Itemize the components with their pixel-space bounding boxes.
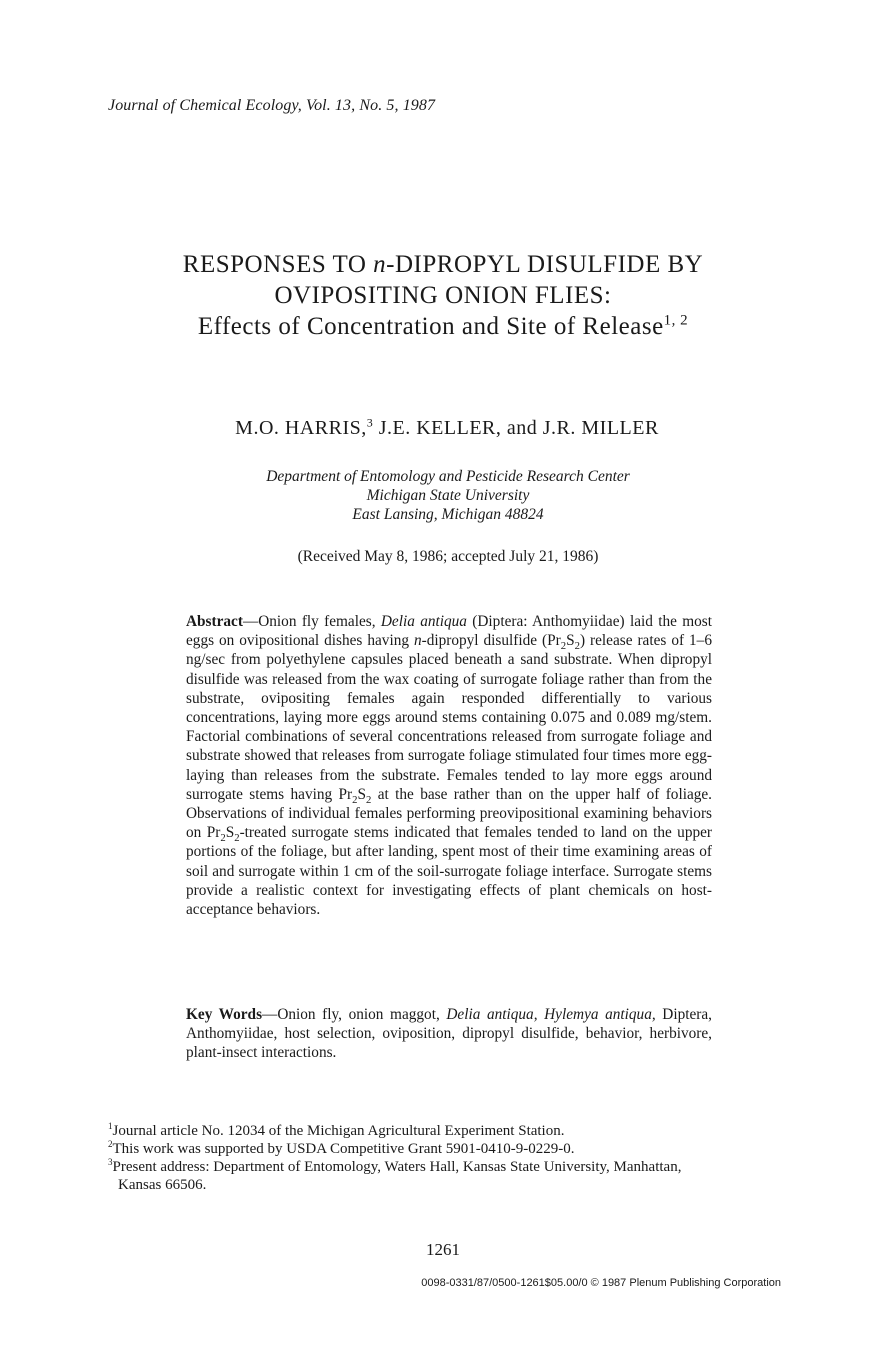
title-text: RESPONSES TO [182, 251, 374, 278]
copyright-line: 0098-0331/87/0500-1261$05.00/0 © 1987 Plenum Publishing Corporation [421, 1277, 781, 1289]
abstract-text: ) release rates of 1–6 ng/sec from polyethylene capsules placed beneath a sand substrate. When dipropyl disulfide was released from the wax coating of surrogate foliage rather than from the substrate, ovipositing females again responded differentially to various concentrations, laying more eggs around stems containing 0.075 and 0.089 mg/stem. Factorial combinations of several concentrations released from surrogate foliage and substrate showed that releases from surrogate foliage stimulated four times more egg-laying than releases from the substrate. Females tended to lay more eggs around surrogate stems having Pr [186, 632, 712, 803]
abstract-text: -dipropyl disulfide (Pr [421, 632, 561, 650]
subscript: 2 [574, 640, 580, 653]
affiliation-location: East Lansing, Michigan 48824 [352, 506, 544, 523]
subtitle-text: Effects of Concentration and Site of Release [197, 313, 664, 340]
footnote-text: Present address: Department of Entomology, Waters Hall, Kansas State University, Manhattan, [112, 1159, 682, 1175]
subscript: 2 [220, 832, 226, 845]
subscript: 2 [352, 793, 358, 806]
species-names: Delia antiqua, Hylemya antiqua, [446, 1006, 656, 1023]
received-dates: (Received May 8, 1986; accepted July 21, 1986) [297, 548, 599, 565]
footnote-text: This work was supported by USDA Competitive Grant 5901-0410-9-0229-0. [112, 1141, 575, 1157]
footnote-mark: 3 [108, 1157, 113, 1167]
journal-citation: Journal of Chemical Ecology, Vol. 13, No. 5, 1987 [108, 97, 436, 114]
footnote-3-continuation: Kansas 66506. [118, 1177, 207, 1193]
species-name: Delia antiqua [380, 613, 467, 630]
key-words-text: —Onion fly, onion maggot, [262, 1006, 447, 1023]
title-line-1 [0, 251, 886, 279]
subscript: 2 [234, 832, 240, 845]
abstract-text: S [357, 785, 366, 803]
author-harris: M.O. HARRIS, [235, 417, 367, 439]
footnote-mark: 1 [108, 1121, 113, 1131]
italic-n: n [413, 632, 422, 650]
author-list [0, 417, 886, 440]
key-words-label: Key Words [186, 1006, 263, 1023]
footnote-3 [108, 1158, 788, 1176]
abstract-text: -treated surrogate stems indicated that females tended to land on the upper portions of the foliage, but after landing, spent most of their time examining areas of soil and surrogate within 1 cm of the soil-surrogate foliage interface. Surrogate stems provide a realistic context for investigating effects of plant chemicals on host-acceptance behaviors. [186, 824, 712, 919]
abstract-text: —Onion fly females, [242, 613, 381, 630]
footnote-marker: 1, 2 [663, 312, 689, 329]
title-line-2: OVIPOSITING ONION FLIES: [274, 282, 612, 309]
footnote-2 [108, 1140, 788, 1158]
subscript: 2 [560, 640, 567, 653]
footnote-mark: 2 [108, 1139, 113, 1149]
key-words [186, 1005, 712, 1063]
abstract-text: at the base rather than on the upper half of foliage. Observations of individual females performing preovipositional examining behaviors on Pr [186, 785, 713, 842]
affiliation-university: Michigan State University [366, 487, 530, 504]
abstract-text: (Diptera: Anthomyiidae) laid the most eggs on ovipositional dishes having [186, 613, 712, 650]
abstract-text: S [566, 632, 575, 650]
footnote-text: Journal article No. 12034 of the Michigan Agricultural Experiment Station. [112, 1123, 565, 1139]
footnote-1 [108, 1122, 788, 1140]
title-line-3 [0, 313, 886, 341]
affiliation-department: Department of Entomology and Pesticide Research Center [266, 468, 630, 485]
author-others: J.E. KELLER, and J.R. MILLER [373, 417, 659, 439]
abstract-text: S [225, 824, 235, 842]
subscript: 2 [366, 793, 372, 806]
title-text: -DIPROPYL DISULFIDE BY [386, 251, 704, 278]
footnote-marker: 3 [366, 415, 374, 430]
key-words-text: Diptera, Anthomyiidae, host selection, oviposition, dipropyl disulfide, behavior, herbivore, plant-insect interactions. [186, 1006, 712, 1062]
page-number: 1261 [426, 1240, 460, 1259]
abstract [186, 612, 712, 919]
abstract-label: Abstract [186, 613, 243, 630]
title-italic-n: n [373, 251, 387, 278]
